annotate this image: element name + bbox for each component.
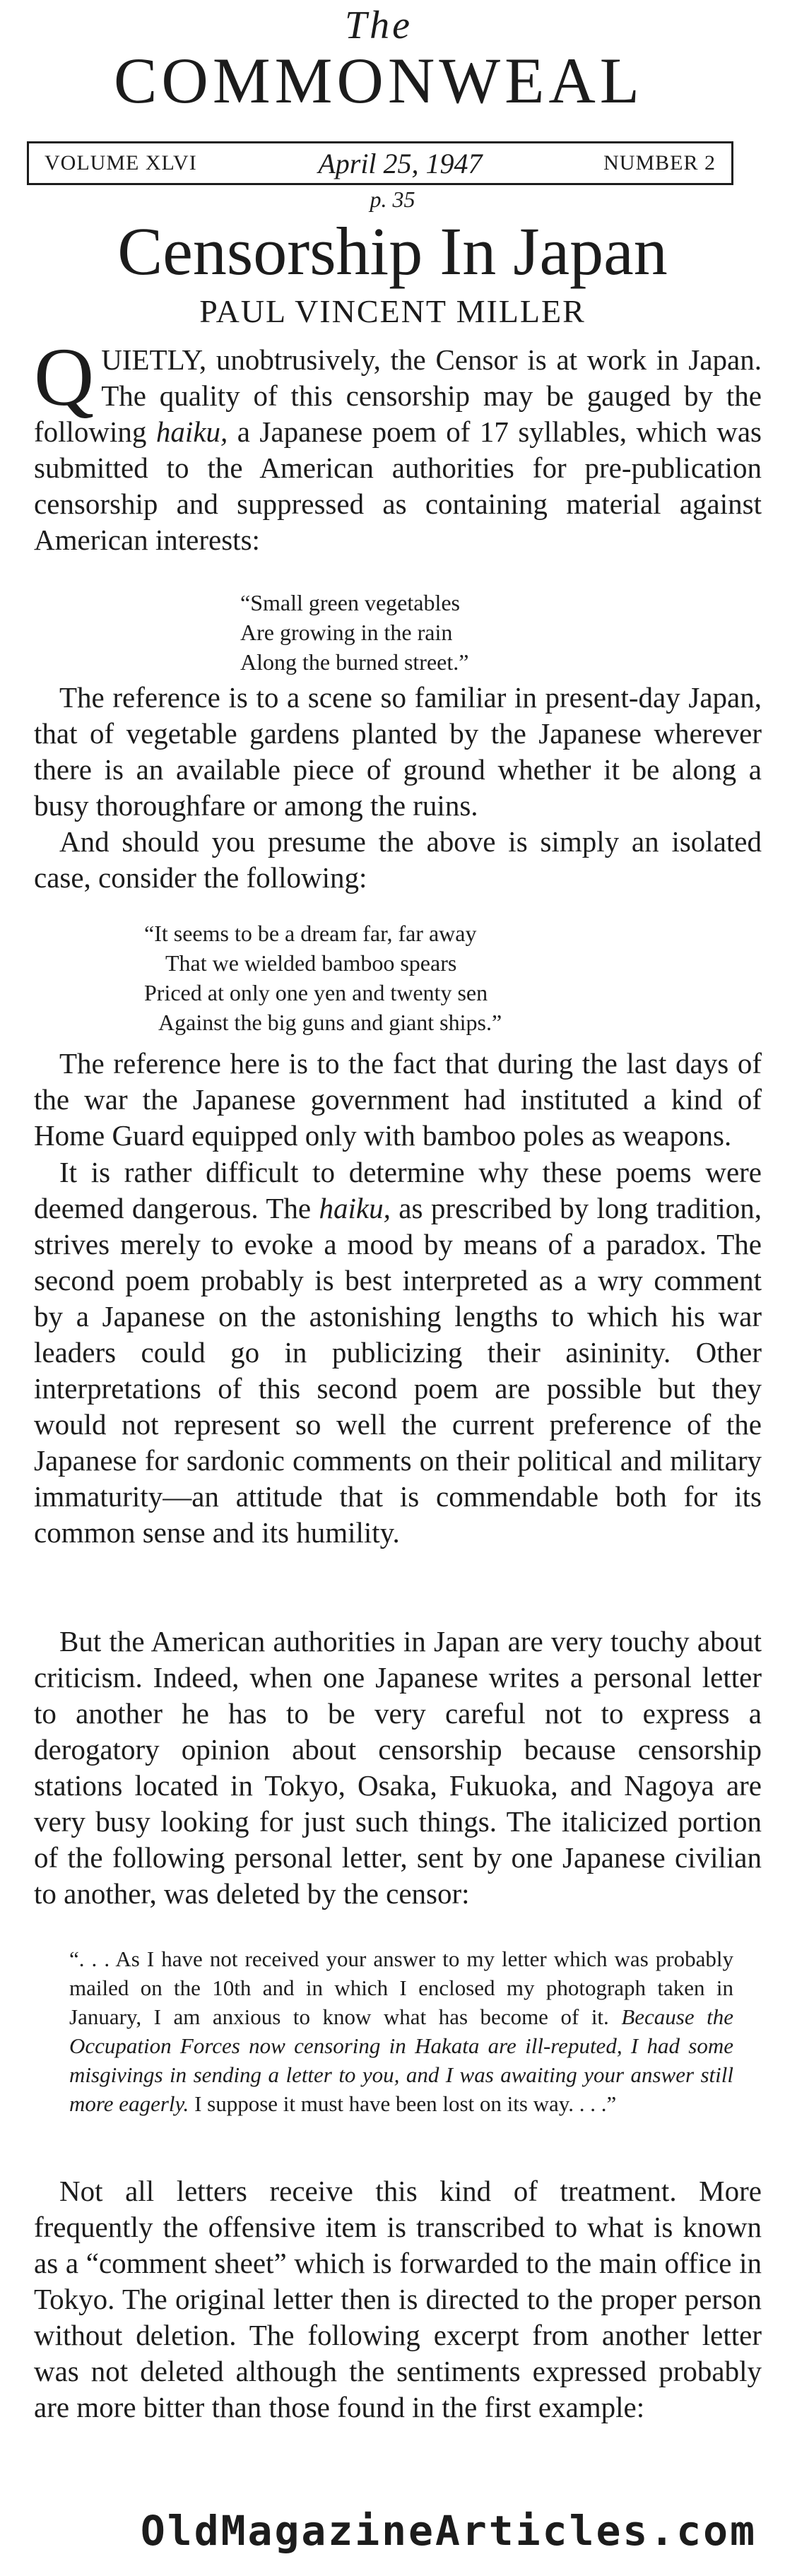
page-number: p. 35 [370,187,415,212]
poem-1 [240,588,468,677]
paragraph-7: Not all letters receive this kind of treatment. More frequently the offensive item is transcribed to what is known as a “comment sheet” which is forwarded to the main office in Tokyo. The original letter then is directed to the proper person without deletion. The following excerpt from another letter was not deleted although the sentiments expressed probably are more bitter than those found in the first example: [34,2175,762,2423]
paragraph-2: The reference is to a scene so familiar in present-day Japan, that of vegetable gardens planted by the Japanese wherever there is an available piece of ground whether it be along a busy thoroughfare or among the ruins. [34,681,762,822]
site-watermark: OldMagazineArticles.com [140,2507,757,2555]
letter-text-a: “. . . As I have not received your answer to my letter which was probably mailed on the 10th and in which I enclosed my photograph taken in January, I am anxious to know what has become of it. [69,1946,733,2029]
paragraph-3: And should you presume the above is simply an isolated case, consider the following: [34,825,762,894]
poem-line: Priced at only one yen and twenty sen [144,980,488,1005]
para5-haiku-word: haiku, [319,1192,391,1224]
masthead [25,0,732,117]
paragraph-4: The reference here is to the fact that during the last days of the war the Japanese government had instituted a kind of Home Guard equipped only with bamboo poles as weapons. [34,1047,762,1152]
paragraph-6: But the American authorities in Japan are very touchy about criticism. Indeed, when one Japanese writes a personal letter to another he has to be very careful not to express a derogatory opinion about censorship because censorship stations located in Tokyo, Osaka, Fukuoka, and Nagoya are very busy looking for just such things. The italicized portion of the following personal letter, sent by one Japanese civilian to another, was deleted by the censor: [34,1625,762,1910]
intro-paragraph [34,331,762,558]
drop-cap: Q [34,331,95,423]
poem-2 [144,918,502,1037]
intro-haiku-word: haiku, [155,415,228,448]
article-author: PAUL VINCENT MILLER [199,293,586,329]
letter-deleted-italic: Because the Occupation Forces now censoring in Hakata are ill-reputed, I had some misgivings in sending a letter to you, and I was awaiting your answer still more eagerly. [69,2004,734,2116]
masthead-the: The [345,4,413,47]
issue-date: April 25, 1947 [318,147,483,179]
poem-line: “Small green vegetables [240,590,460,615]
para5-text-b: as prescribed by long tradition, strives merely to evoke a mood by means of a paradox. The second poem probably is best interpreted as a wry comment by a Japanese on the astonishing lengths to which his war leaders could go in publicizing their asininity. Other interpretations of this second poem are possible but they would not represent so well the current preference of the Japanese for sardonic comments on their political and military immaturity—an attitude that is commendable both for its common sense and its humility. [34,1192,762,1549]
letter-excerpt [69,1944,733,2118]
intro-lead: UIETLY, [101,343,207,376]
intro-text-1: unobtrusively, the Censor is at work in Japan. The quality of this censorship may be gauged by the following [34,343,762,448]
poem-line: Against the big guns and giant ships.” [158,1010,502,1035]
issue-bar [27,141,733,185]
para5-text-a: It is rather difficult to determine why these poems were deemed dangerous. The [34,1156,762,1224]
article-title: Censorship In Japan [117,213,668,289]
poem-line: Are growing in the rain [240,620,453,645]
poem-line: Along the burned street.” [240,649,469,675]
poem-line: “It seems to be a dream far, far away [144,921,477,946]
volume-label: VOLUME XLVI [45,151,197,175]
paragraph-5 [34,1154,762,1551]
issue-number: NUMBER 2 [603,151,716,175]
letter-text-b: I suppose it must have been lost on its way. . . .” [189,2091,617,2116]
magazine-name: COMMONWEAL [114,45,644,117]
intro-text-2: a Japanese poem of 17 syllables, which was submitted to the American authorities for pre-publication censorship and suppressed as containing material against American interests: [34,415,762,556]
poem-line: That we wielded bamboo spears [165,950,457,976]
